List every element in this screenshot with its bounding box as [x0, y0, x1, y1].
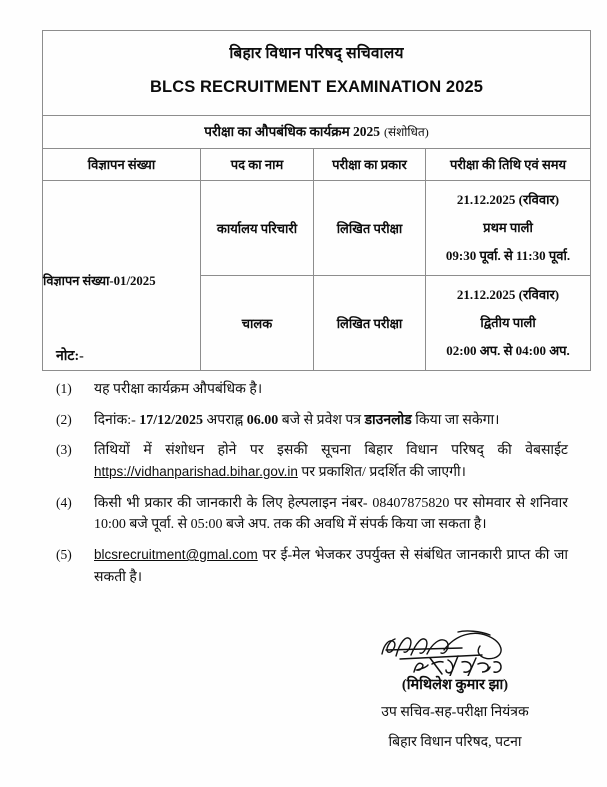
column-header-post-name: पद का नाम	[201, 149, 314, 181]
notes-label: नोट:-	[56, 349, 84, 364]
subtitle-row	[43, 116, 591, 149]
note-fragment: अपराह्न	[203, 412, 247, 428]
note-number: (2)	[56, 411, 72, 427]
signature-block	[330, 628, 580, 751]
cell-advertisement-no: विज्ञापन संख्या-01/2025	[43, 181, 201, 371]
note-number: (1)	[56, 381, 72, 396]
signatory-designation: उप सचिव-सह-परीक्षा नियंत्रक	[381, 705, 529, 720]
page-title: BLCS RECRUITMENT EXAMINATION 2025	[150, 77, 484, 96]
organization-title: बिहार विधान परिषद् सचिवालय	[229, 45, 404, 62]
note-text	[94, 493, 568, 536]
note-item	[56, 545, 568, 588]
cell-post-name: कार्यालय परिचारी	[201, 181, 314, 276]
document-header-cell	[43, 31, 591, 116]
note-text	[94, 440, 568, 483]
exam-time: 02:00 अप. से 04:00 अप.	[446, 342, 570, 358]
signatory-office: बिहार विधान परिषद, पटना	[388, 735, 522, 750]
table-row	[43, 181, 591, 276]
exam-shift: द्वितीय पाली	[480, 314, 536, 330]
schedule-subtitle-revised: (संशोधित)	[384, 125, 429, 140]
note-link[interactable]: blcsrecruitment@gmal.com	[94, 547, 258, 563]
notes-section	[56, 346, 568, 598]
title-row	[43, 31, 591, 116]
column-header-advertisement-no: विज्ञापन संख्या	[43, 149, 201, 181]
note-link[interactable]: https://vidhanparishad.bihar.gov.in	[94, 464, 298, 480]
note-item	[56, 410, 568, 432]
signatory-name: (मिथिलेश कुमार झा)	[401, 677, 509, 693]
note-fragment: किया जा सकेगा।	[411, 412, 500, 428]
note-text	[94, 545, 568, 588]
cell-exam-date-time	[426, 181, 591, 276]
note-fragment: बजे से प्रवेश पत्र	[278, 412, 365, 428]
handwritten-signature	[370, 628, 540, 676]
note-emphasis: 06.00	[246, 412, 279, 428]
note-emphasis: 17/12/2025	[139, 412, 204, 428]
note-item	[56, 440, 568, 483]
note-number: (5)	[56, 547, 72, 563]
note-fragment: पर प्रकाशित/ प्रदर्शित की जाएगी।	[297, 465, 466, 481]
signature-scribble-icon	[370, 628, 540, 676]
note-fragment: पर ई-मेल भेजकर उपर्युक्त से संबंधित जानकारी प्राप्त की जा सकती है।	[94, 548, 568, 585]
note-number: (3)	[56, 442, 72, 458]
note-emphasis: डाउनलोड	[364, 412, 412, 428]
note-fragment: दिनांक:-	[94, 412, 140, 428]
notes-list	[56, 379, 568, 589]
cell-post-name: चालक	[201, 276, 314, 371]
cell-exam-type: लिखित परीक्षा	[314, 276, 426, 371]
column-header-exam-type: परीक्षा का प्रकार	[314, 149, 426, 181]
note-fragment: तिथियों में संशोधन होने पर इसकी सूचना बिहार विधान परिषद् की वेबसाईट	[94, 443, 568, 459]
schedule-subtitle-cell	[43, 116, 591, 149]
schedule-subtitle: परीक्षा का औपबंधिक कार्यक्रम 2025	[204, 124, 381, 140]
exam-date: 21.12.2025 (रविवार)	[456, 191, 560, 207]
exam-time: 09:30 पूर्वा. से 11:30 पूर्वा.	[445, 247, 571, 263]
exam-shift: प्रथम पाली	[483, 219, 533, 235]
column-header-exam-date-time: परीक्षा की तिथि एवं समय	[426, 149, 591, 181]
exam-schedule-table	[42, 30, 591, 371]
note-fragment: किसी भी प्रकार की जानकारी के लिए हेल्पलाइन नंबर- 08407875820 पर सोमवार से शनिवार 10:00 बजे पूर्वा. से 05:00 बजे अप. तक की अवधि में संपर्क किया जा सकता है।	[94, 495, 568, 533]
note-number: (4)	[56, 494, 72, 510]
note-text	[94, 379, 568, 401]
cell-exam-type: लिखित परीक्षा	[314, 181, 426, 276]
table-header-row	[43, 149, 591, 181]
note-text	[94, 410, 568, 432]
note-item	[56, 493, 568, 536]
note-fragment: यह परीक्षा कार्यक्रम औपबंधिक है।	[94, 382, 263, 397]
exam-date: 21.12.2025 (रविवार)	[456, 286, 560, 302]
note-item	[56, 379, 568, 401]
